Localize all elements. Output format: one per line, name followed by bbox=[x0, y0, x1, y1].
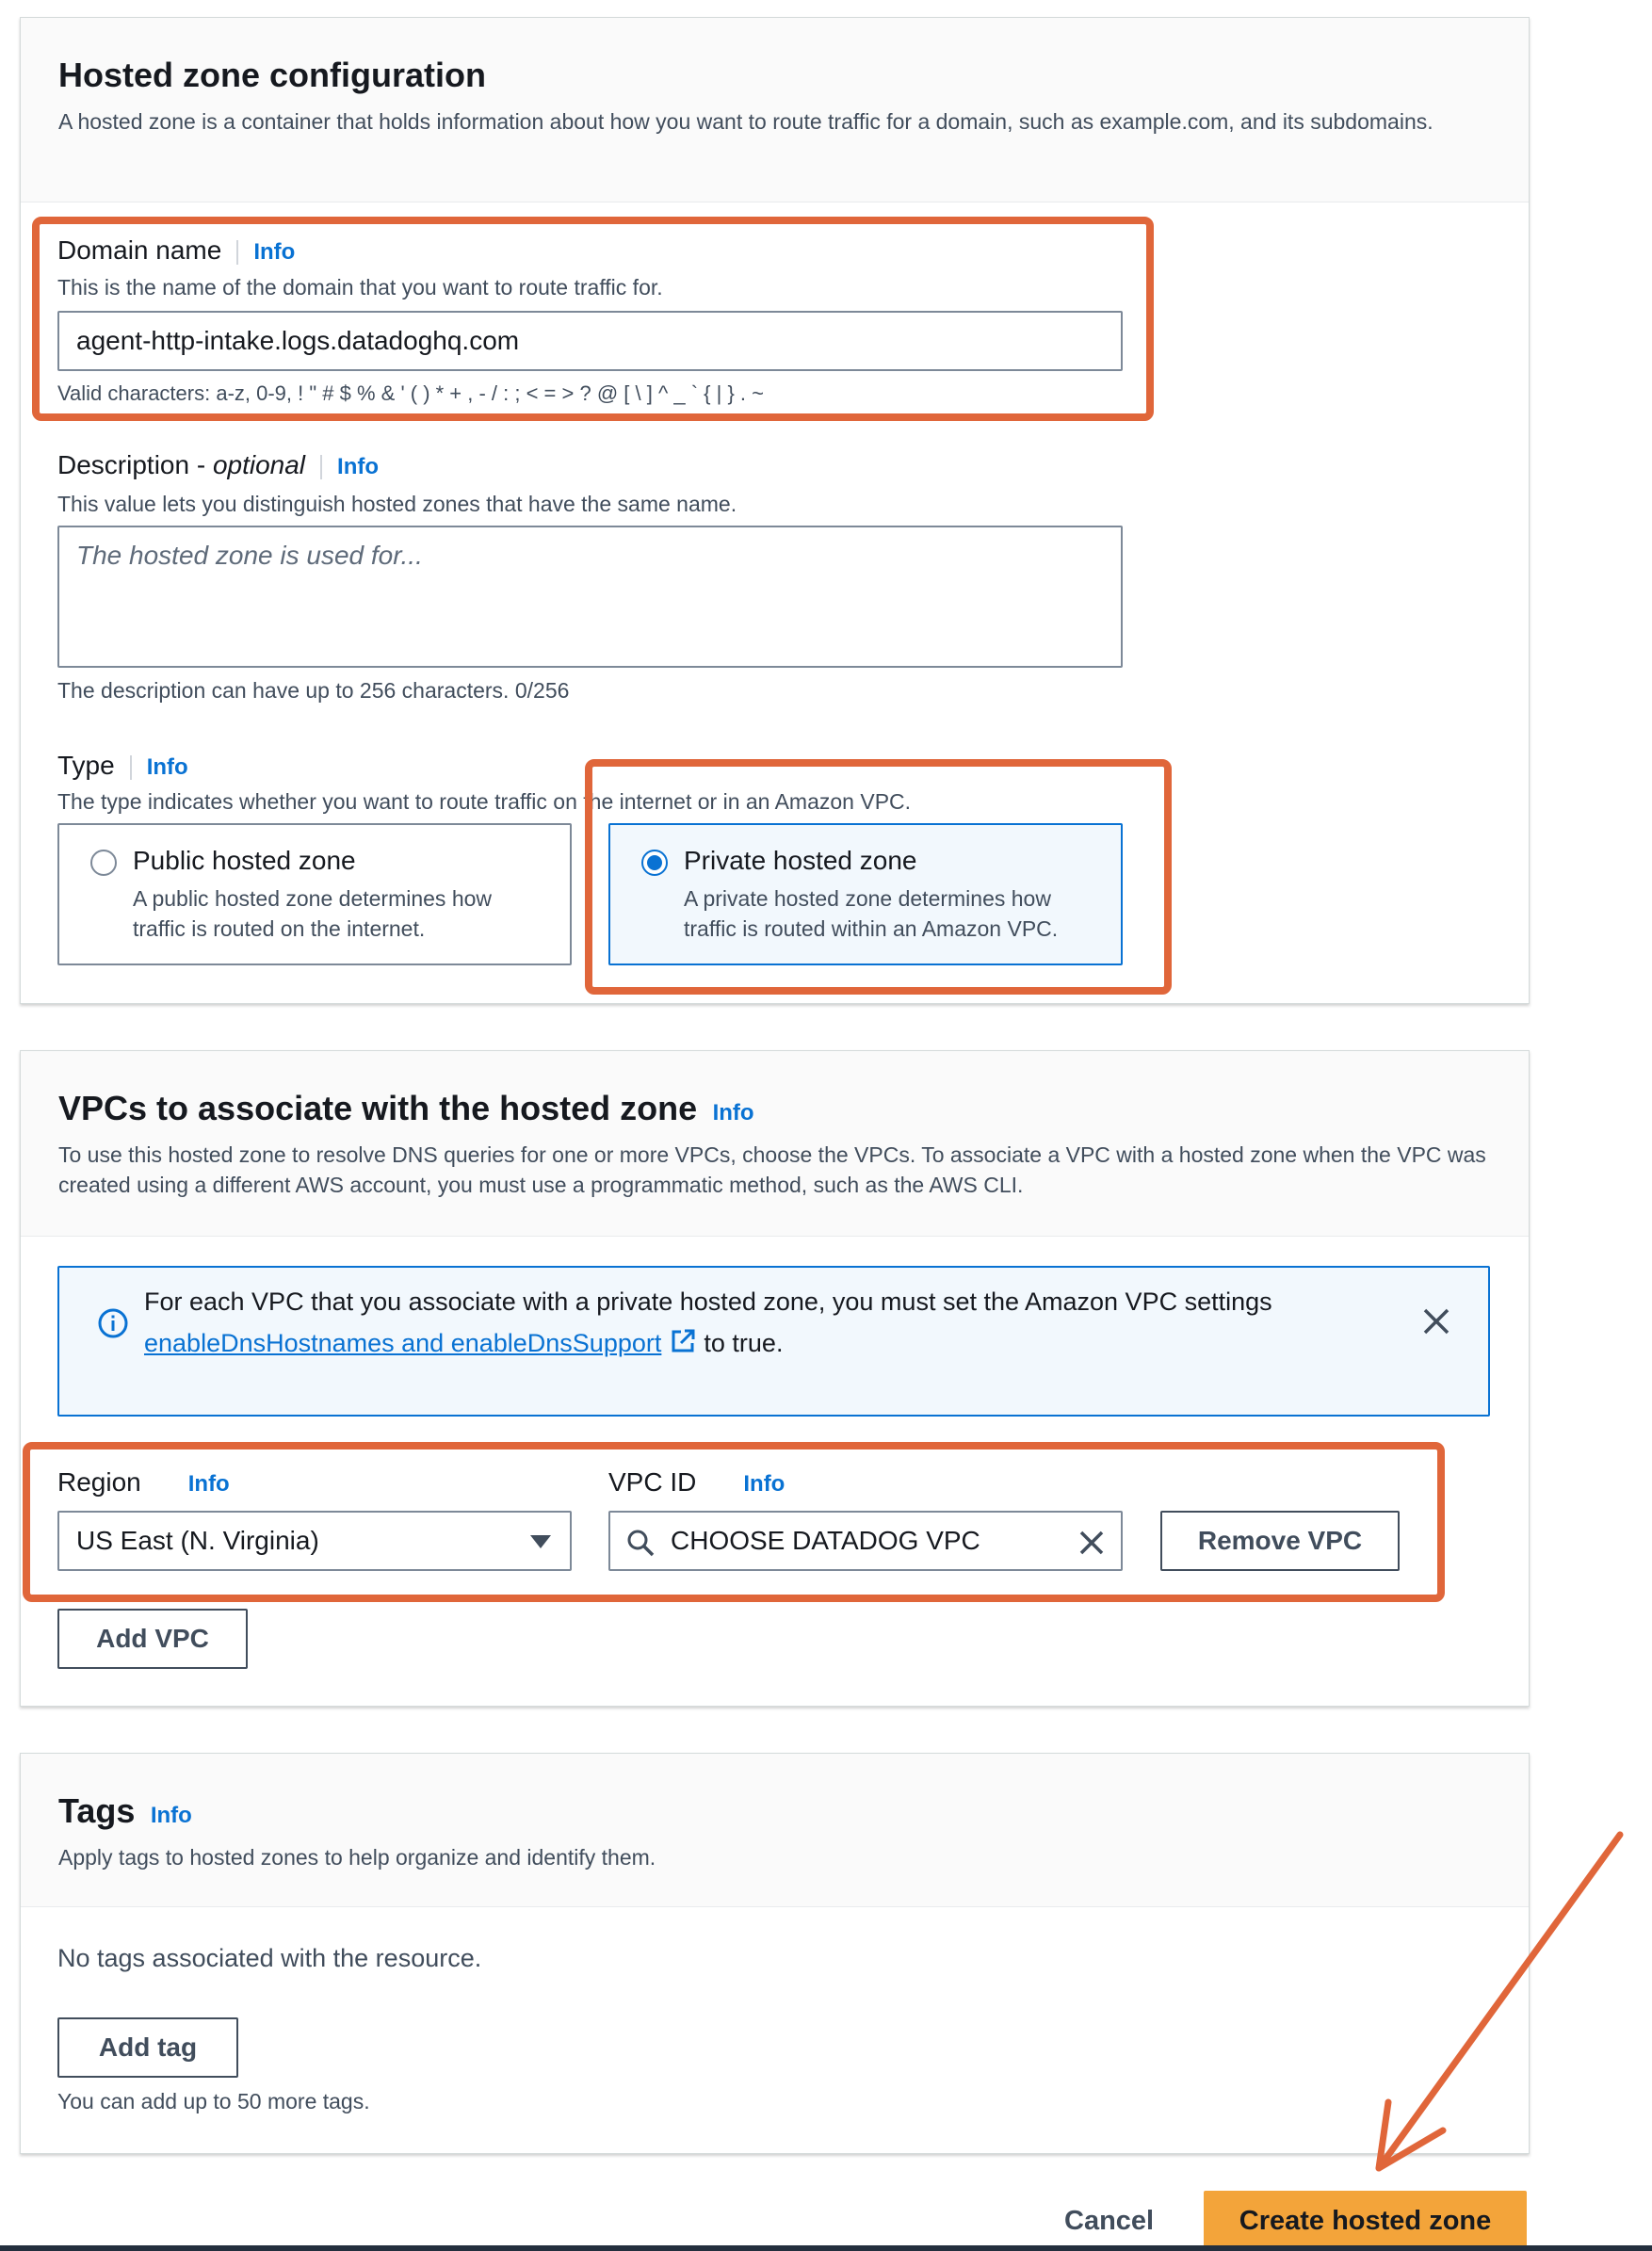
vpc-id-value: CHOOSE DATADOG VPC bbox=[671, 1526, 980, 1555]
create-hosted-zone-button[interactable]: Create hosted zone bbox=[1204, 2191, 1527, 2251]
description-textarea[interactable] bbox=[57, 526, 1123, 668]
vpc-settings-alert bbox=[57, 1266, 1490, 1417]
close-icon[interactable] bbox=[1420, 1305, 1452, 1337]
vpc-id-search[interactable] bbox=[608, 1511, 1123, 1571]
type-info-link[interactable]: Info bbox=[146, 754, 188, 780]
cancel-button[interactable]: Cancel bbox=[1064, 2206, 1155, 2236]
region-select[interactable] bbox=[57, 1511, 572, 1571]
domain-name-label-text: Domain name bbox=[57, 235, 222, 265]
enable-dns-link[interactable]: enableDnsHostnames and enableDnsSupport bbox=[144, 1329, 662, 1357]
domain-name-input[interactable] bbox=[57, 311, 1123, 371]
region-value: US East (N. Virginia) bbox=[76, 1526, 319, 1555]
public-hosted-zone-tile[interactable] bbox=[57, 823, 572, 965]
tags-title: Tags bbox=[58, 1791, 136, 1830]
alert-text: For each VPC that you associate with a private hosted zone, you must set the Amazon VPC settings bbox=[144, 1287, 1272, 1316]
add-vpc-button[interactable]: Add VPC bbox=[57, 1609, 248, 1669]
search-icon bbox=[625, 1528, 656, 1558]
private-hosted-zone-description: A private hosted zone determines how traffic is routed within an Amazon VPC. bbox=[684, 886, 1059, 941]
domain-name-label bbox=[57, 235, 295, 266]
info-circle-icon bbox=[97, 1307, 129, 1339]
alert-suffix: to true. bbox=[704, 1329, 784, 1357]
panel-title: Hosted zone configuration bbox=[58, 56, 486, 94]
description-label bbox=[57, 450, 379, 480]
vpc-id-info-link[interactable]: Info bbox=[743, 1471, 786, 1497]
vpcs-title-row bbox=[58, 1089, 1491, 1128]
domain-name-hint: Valid characters: a-z, 0-9, ! " # $ % & ' ( ) * + , - / : ; < = > ? @ [ \ ] ^ _ ` { | } . ~ bbox=[57, 381, 764, 405]
info-separator bbox=[320, 455, 322, 479]
private-hosted-zone-title: Private hosted zone bbox=[684, 846, 917, 875]
public-hosted-zone-radio[interactable] bbox=[90, 850, 117, 876]
panel-header bbox=[21, 1754, 1529, 1907]
public-hosted-zone-title: Public hosted zone bbox=[133, 846, 356, 875]
private-hosted-zone-tile[interactable] bbox=[608, 823, 1123, 965]
public-hosted-zone-description: A public hosted zone determines how traffic is routed on the internet. bbox=[133, 886, 493, 941]
vpc-id-label-text: VPC ID bbox=[608, 1467, 697, 1497]
type-description: The type indicates whether you want to route traffic on the internet or in an Amazon VPC. bbox=[57, 789, 912, 814]
no-tags-message: No tags associated with the resource. bbox=[57, 1944, 482, 1972]
external-link-icon[interactable] bbox=[669, 1327, 697, 1355]
type-label-text: Type bbox=[57, 751, 115, 780]
info-separator bbox=[236, 240, 238, 265]
type-label bbox=[57, 751, 188, 781]
description-field-description: This value lets you distinguish hosted zones that have the same name. bbox=[57, 492, 737, 516]
info-separator bbox=[130, 755, 132, 780]
description-optional: optional bbox=[212, 450, 306, 479]
clear-icon[interactable] bbox=[1077, 1529, 1106, 1557]
domain-name-info-link[interactable]: Info bbox=[253, 239, 296, 265]
vpc-id-label bbox=[608, 1467, 785, 1498]
chevron-down-icon bbox=[530, 1535, 551, 1548]
tags-title-row bbox=[58, 1791, 1491, 1831]
region-label bbox=[57, 1467, 230, 1498]
description-info-link[interactable]: Info bbox=[337, 454, 380, 479]
panel-header bbox=[21, 1051, 1529, 1237]
panel-header bbox=[21, 18, 1529, 202]
vpcs-info-link[interactable]: Info bbox=[712, 1100, 754, 1126]
region-info-link[interactable]: Info bbox=[187, 1471, 230, 1497]
tags-hint: You can add up to 50 more tags. bbox=[57, 2089, 370, 2113]
vpcs-description: To use this hosted zone to resolve DNS queries for one or more VPCs, choose the VPCs. To associate a VPC with a hosted zone when the VPC was created using a different AWS account, you must use a programmatic method, such as the AWS CLI. bbox=[58, 1142, 1486, 1197]
alert-message bbox=[144, 1281, 1397, 1364]
domain-name-description: This is the name of the domain that you want to route traffic for. bbox=[57, 275, 663, 300]
description-hint: The description can have up to 256 characters. 0/256 bbox=[57, 678, 570, 703]
tags-info-link[interactable]: Info bbox=[150, 1803, 192, 1828]
vpcs-title: VPCs to associate with the hosted zone bbox=[58, 1089, 698, 1127]
private-hosted-zone-radio[interactable] bbox=[641, 850, 668, 876]
add-tag-button[interactable]: Add tag bbox=[57, 2017, 238, 2078]
tags-description: Apply tags to hosted zones to help organize and identify them. bbox=[58, 1845, 656, 1870]
bottom-bar bbox=[0, 2245, 1652, 2251]
description-label-text: Description - bbox=[57, 450, 213, 479]
region-label-text: Region bbox=[57, 1467, 141, 1497]
remove-vpc-button[interactable]: Remove VPC bbox=[1160, 1511, 1400, 1571]
panel-description: A hosted zone is a container that holds information about how you want to route traffic for a domain, such as example.com, and its subdomains. bbox=[58, 109, 1433, 134]
